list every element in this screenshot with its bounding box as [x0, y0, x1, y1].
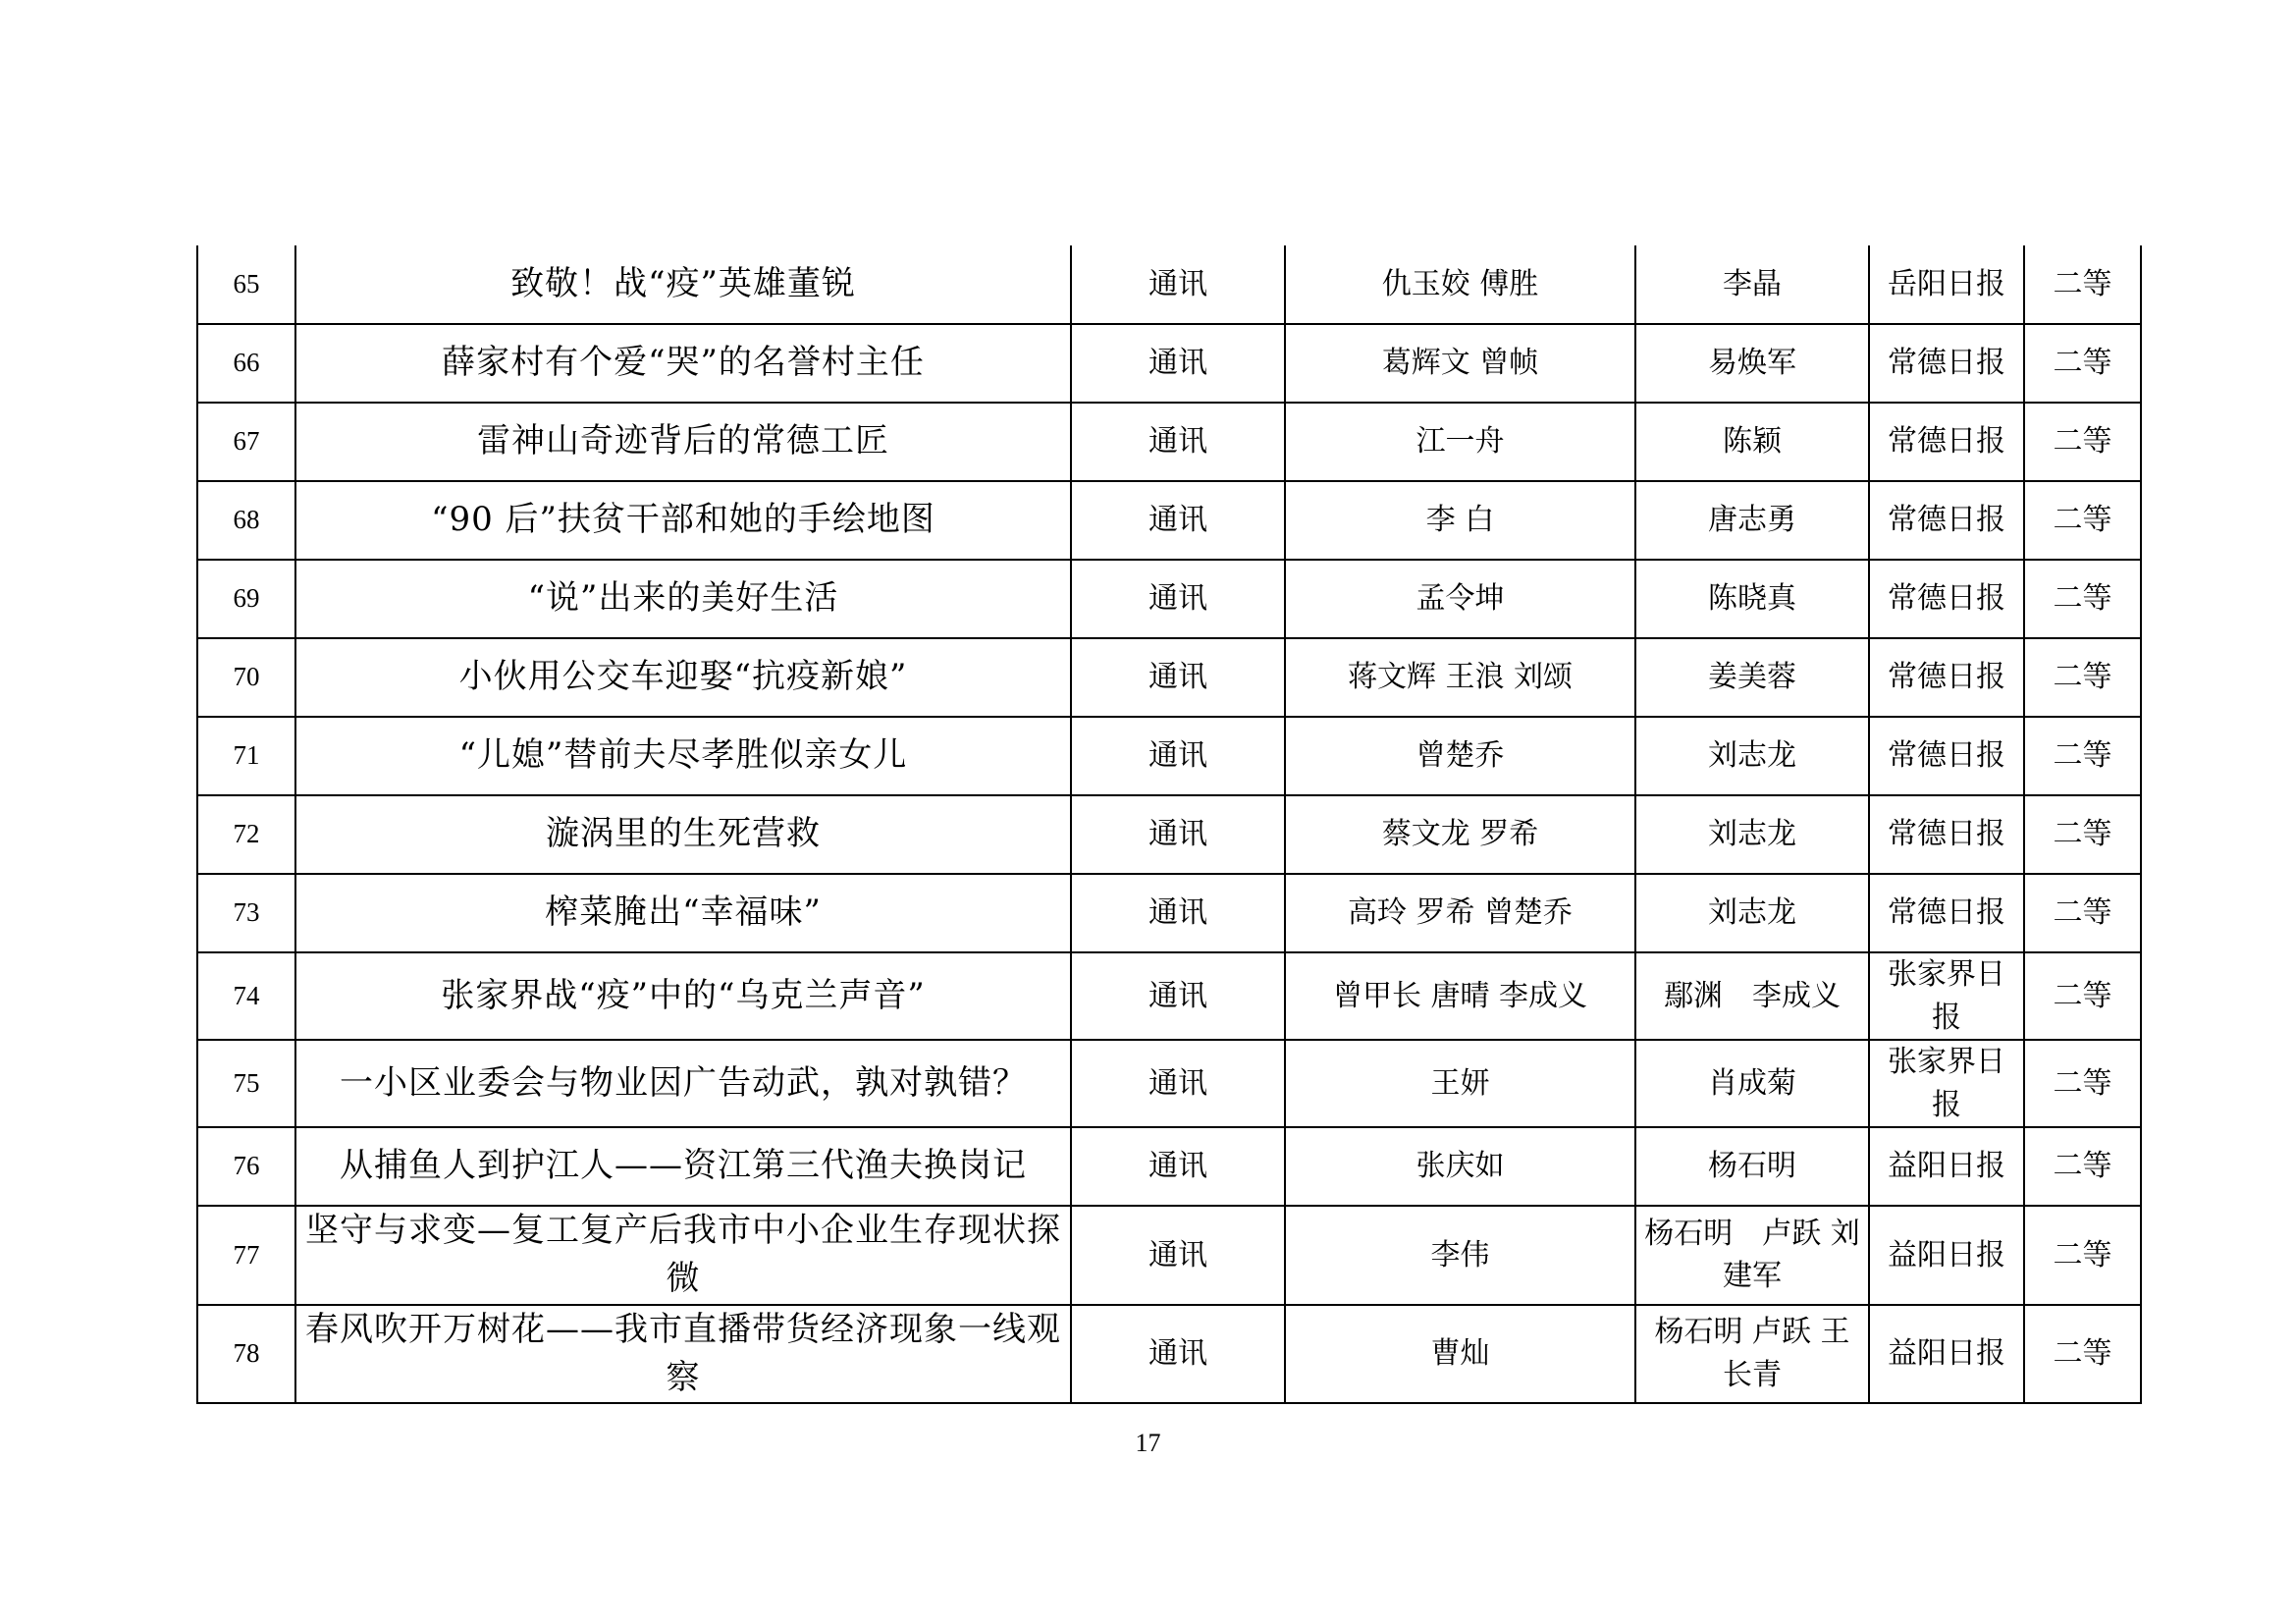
award-grade-cell: 二等: [2024, 717, 2141, 795]
row-number-cell: 78: [197, 1305, 295, 1404]
table-row: [197, 560, 2141, 638]
outlet-cell: 张家界日报: [1869, 1040, 2024, 1127]
award-grade-cell: 二等: [2024, 1206, 2141, 1305]
table-row: [197, 795, 2141, 874]
outlet-cell: 岳阳日报: [1869, 245, 2024, 324]
authors-cell: 曹灿: [1285, 1305, 1635, 1404]
genre-cell: 通讯: [1071, 1305, 1285, 1404]
row-number-cell: 75: [197, 1040, 295, 1127]
editor-cell: 陈颖: [1635, 403, 1869, 481]
row-number-cell: 73: [197, 874, 295, 952]
table-row: [197, 874, 2141, 952]
table-row: [197, 1040, 2141, 1127]
authors-cell: 仇玉姣 傅胜: [1285, 245, 1635, 324]
authors-cell: 曾楚乔: [1285, 717, 1635, 795]
article-title-cell: “儿媳”替前夫尽孝胜似亲女儿: [295, 717, 1071, 795]
row-number-cell: 66: [197, 324, 295, 403]
genre-cell: 通讯: [1071, 1040, 1285, 1127]
award-grade-cell: 二等: [2024, 874, 2141, 952]
authors-cell: 高玲 罗希 曾楚乔: [1285, 874, 1635, 952]
editor-cell: 杨石明 卢跃 王长青: [1635, 1305, 1869, 1404]
editor-cell: 姜美蓉: [1635, 638, 1869, 717]
authors-cell: 葛辉文 曾帧: [1285, 324, 1635, 403]
editor-cell: 陈晓真: [1635, 560, 1869, 638]
outlet-cell: 常德日报: [1869, 560, 2024, 638]
editor-cell: 肖成菊: [1635, 1040, 1869, 1127]
editor-cell: 易焕军: [1635, 324, 1869, 403]
genre-cell: 通讯: [1071, 795, 1285, 874]
award-grade-cell: 二等: [2024, 638, 2141, 717]
award-grade-cell: 二等: [2024, 1127, 2141, 1206]
outlet-cell: 益阳日报: [1869, 1305, 2024, 1404]
article-title-cell: 张家界战“疫”中的“乌克兰声音”: [295, 952, 1071, 1040]
authors-cell: 蔡文龙 罗希: [1285, 795, 1635, 874]
genre-cell: 通讯: [1071, 1127, 1285, 1206]
article-title-cell: 薛家村有个爱“哭”的名誉村主任: [295, 324, 1071, 403]
award-grade-cell: 二等: [2024, 952, 2141, 1040]
award-grade-cell: 二等: [2024, 481, 2141, 560]
table-row: [197, 638, 2141, 717]
article-title-cell: “说”出来的美好生活: [295, 560, 1071, 638]
award-grade-cell: 二等: [2024, 795, 2141, 874]
article-title-cell: 坚守与求变—复工复产后我市中小企业生存现状探微: [295, 1206, 1071, 1305]
outlet-cell: 常德日报: [1869, 874, 2024, 952]
row-number-cell: 68: [197, 481, 295, 560]
outlet-cell: 张家界日报: [1869, 952, 2024, 1040]
row-number-cell: 74: [197, 952, 295, 1040]
editor-cell: 杨石明 卢跃 刘建军: [1635, 1206, 1869, 1305]
genre-cell: 通讯: [1071, 481, 1285, 560]
award-grade-cell: 二等: [2024, 1040, 2141, 1127]
article-title-cell: 从捕鱼人到护江人——资江第三代渔夫换岗记: [295, 1127, 1071, 1206]
article-title-cell: 小伙用公交车迎娶“抗疫新娘”: [295, 638, 1071, 717]
outlet-cell: 常德日报: [1869, 324, 2024, 403]
genre-cell: 通讯: [1071, 245, 1285, 324]
row-number-cell: 69: [197, 560, 295, 638]
award-grade-cell: 二等: [2024, 245, 2141, 324]
authors-cell: 李 白: [1285, 481, 1635, 560]
page-number: 17: [1135, 1429, 1161, 1457]
authors-cell: 李伟: [1285, 1206, 1635, 1305]
row-number-cell: 76: [197, 1127, 295, 1206]
article-title-cell: “90 后”扶贫干部和她的手绘地图: [295, 481, 1071, 560]
row-number-cell: 72: [197, 795, 295, 874]
authors-cell: 蒋文辉 王浪 刘颂: [1285, 638, 1635, 717]
table-row: [197, 1127, 2141, 1206]
outlet-cell: 常德日报: [1869, 795, 2024, 874]
genre-cell: 通讯: [1071, 638, 1285, 717]
article-title-cell: 榨菜腌出“幸福味”: [295, 874, 1071, 952]
row-number-cell: 77: [197, 1206, 295, 1305]
genre-cell: 通讯: [1071, 874, 1285, 952]
authors-cell: 张庆如: [1285, 1127, 1635, 1206]
outlet-cell: 益阳日报: [1869, 1127, 2024, 1206]
genre-cell: 通讯: [1071, 560, 1285, 638]
outlet-cell: 常德日报: [1869, 481, 2024, 560]
genre-cell: 通讯: [1071, 717, 1285, 795]
editor-cell: 鄢渊 李成义: [1635, 952, 1869, 1040]
editor-cell: 唐志勇: [1635, 481, 1869, 560]
award-grade-cell: 二等: [2024, 1305, 2141, 1404]
article-title-cell: 一小区业委会与物业因广告动武，孰对孰错？: [295, 1040, 1071, 1127]
authors-cell: 江一舟: [1285, 403, 1635, 481]
article-title-cell: 春风吹开万树花——我市直播带货经济现象一线观察: [295, 1305, 1071, 1404]
table-row: [197, 952, 2141, 1040]
editor-cell: 刘志龙: [1635, 717, 1869, 795]
genre-cell: 通讯: [1071, 403, 1285, 481]
outlet-cell: 常德日报: [1869, 717, 2024, 795]
table-row: [197, 324, 2141, 403]
table-row: [197, 245, 2141, 324]
genre-cell: 通讯: [1071, 324, 1285, 403]
authors-cell: 孟令坤: [1285, 560, 1635, 638]
row-number-cell: 70: [197, 638, 295, 717]
table-row: [197, 1305, 2141, 1404]
article-title-cell: 雷神山奇迹背后的常德工匠: [295, 403, 1071, 481]
row-number-cell: 67: [197, 403, 295, 481]
authors-cell: 曾甲长 唐晴 李成义: [1285, 952, 1635, 1040]
table-row: [197, 717, 2141, 795]
outlet-cell: 常德日报: [1869, 403, 2024, 481]
genre-cell: 通讯: [1071, 1206, 1285, 1305]
editor-cell: 李晶: [1635, 245, 1869, 324]
article-title-cell: 致敬！战“疫”英雄董锐: [295, 245, 1071, 324]
editor-cell: 刘志龙: [1635, 874, 1869, 952]
table-row: [197, 1206, 2141, 1305]
editor-cell: 杨石明: [1635, 1127, 1869, 1206]
awards-table-body: [197, 245, 2141, 1403]
table-row: [197, 481, 2141, 560]
row-number-cell: 71: [197, 717, 295, 795]
table-row: [197, 403, 2141, 481]
award-grade-cell: 二等: [2024, 324, 2141, 403]
outlet-cell: 常德日报: [1869, 638, 2024, 717]
award-grade-cell: 二等: [2024, 560, 2141, 638]
editor-cell: 刘志龙: [1635, 795, 1869, 874]
award-grade-cell: 二等: [2024, 403, 2141, 481]
article-title-cell: 漩涡里的生死营救: [295, 795, 1071, 874]
awards-table: [196, 245, 2142, 1404]
genre-cell: 通讯: [1071, 952, 1285, 1040]
authors-cell: 王妍: [1285, 1040, 1635, 1127]
outlet-cell: 益阳日报: [1869, 1206, 2024, 1305]
row-number-cell: 65: [197, 245, 295, 324]
